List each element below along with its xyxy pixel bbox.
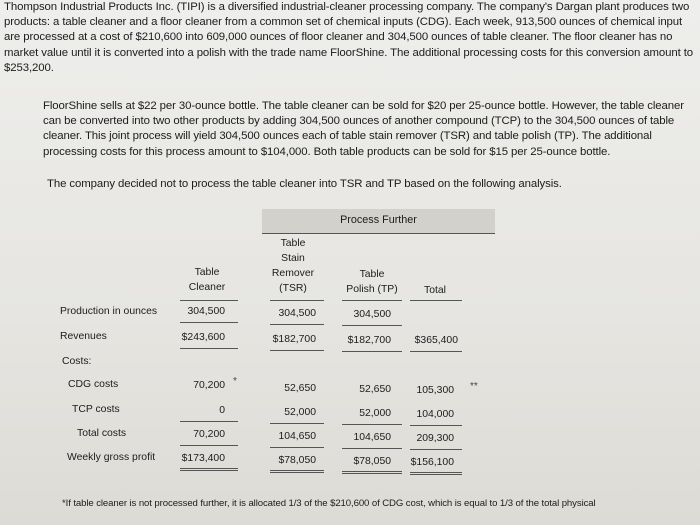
double-rule [270, 470, 324, 473]
row-rule [270, 423, 324, 424]
header-tsr-3: Remover [271, 268, 315, 279]
row-rule [342, 424, 402, 425]
row-rule [270, 350, 324, 351]
header-rule [342, 300, 402, 301]
header-tsr-1: Table [280, 238, 306, 249]
problem-paragraph-3: The company decided not to process the table cleaner into TSR and TP based on the following analysis. [47, 178, 562, 190]
header-tsr-4: (TSR) [279, 283, 307, 294]
tcp-tc: 0 [219, 405, 225, 416]
row-label-total-costs: Total costs [77, 428, 127, 439]
gross-profit-tc: $173,400 [181, 453, 225, 464]
gross-profit-tsr: $78,050 [278, 455, 316, 466]
total-costs-tsr: 104,650 [278, 431, 316, 442]
gross-profit-total: $156,100 [410, 457, 454, 468]
row-rule [342, 351, 402, 352]
tcp-total: 104,000 [416, 409, 454, 420]
header-tp-1: Table [359, 269, 385, 280]
row-rule [410, 351, 462, 352]
row-rule [410, 425, 462, 426]
row-rule [180, 322, 238, 323]
cdg-total-footnote-mark: ** [470, 381, 478, 392]
double-rule [410, 472, 462, 475]
row-label-weekly-gross-profit: Weekly gross profit [67, 452, 156, 463]
footnote: *If table cleaner is not processed further, it is allocated 1/3 of the $210,600 of CDG cost, which is equal to 1/3 of the total physical [62, 498, 596, 509]
header-tsr-2: Stain [281, 253, 305, 264]
total-costs-tc: 70,200 [193, 429, 225, 440]
production-tsr: 304,500 [278, 308, 316, 319]
row-label-revenues: Revenues [60, 331, 107, 342]
total-costs-tp: 104,650 [353, 432, 391, 443]
row-rule [180, 421, 238, 422]
production-tc: 304,500 [187, 306, 225, 317]
row-rule [410, 449, 462, 450]
tcp-tsr: 52,000 [284, 407, 316, 418]
cdg-total: 105,300 [416, 385, 454, 396]
total-costs-total: 209,300 [416, 433, 454, 444]
revenues-tc: $243,600 [181, 332, 225, 343]
gross-profit-tp: $78,050 [353, 456, 391, 467]
header-table-cleaner-1: Table [194, 267, 220, 278]
production-tp: 304,500 [353, 309, 391, 320]
header-rule [410, 300, 462, 301]
row-rule [270, 447, 324, 448]
row-rule [342, 448, 402, 449]
header-rule [270, 300, 324, 301]
row-rule [180, 445, 238, 446]
problem-paragraph-2: FloorShine sells at $22 per 30-ounce bottle. The table cleaner can be sold for $20 per 25-ounce bottle. However, the table cleaner can be converted into two other products by adding 304,500 ounces of another compound (TCP) to the 304,500 ounces of table cleaner. This joint process will yield 304,500 ounces each of table stain remover (TSR) and table polish (TP). The additional processing costs for this process amount to $104,000. Both table products can be sold for $15 per 25-ounce bottle. [43, 100, 684, 158]
cdg-tc-footnote-mark: * [233, 376, 237, 387]
header-tp-2: Polish (TP) [346, 284, 398, 295]
row-rule [180, 348, 238, 349]
row-label-tcp-costs: TCP costs [72, 404, 120, 415]
double-rule [180, 468, 238, 471]
row-label-costs: Costs: [62, 356, 92, 367]
row-label-production: Production in ounces [60, 306, 158, 317]
row-label-cdg-costs: CDG costs [68, 379, 119, 390]
header-table-cleaner-2: Cleaner [188, 282, 226, 293]
cdg-tsr: 52,650 [284, 383, 316, 394]
double-rule [342, 471, 402, 474]
revenues-total: $365,400 [414, 335, 458, 346]
header-rule [180, 300, 238, 301]
row-rule [342, 325, 402, 326]
row-rule [270, 324, 324, 325]
cdg-tp: 52,650 [359, 384, 391, 395]
process-further-label: Process Further [340, 214, 417, 226]
header-total: Total [424, 285, 446, 296]
tcp-tp: 52,000 [359, 408, 391, 419]
cdg-tc: 70,200 [193, 380, 225, 391]
revenues-tp: $182,700 [347, 335, 391, 346]
revenues-tsr: $182,700 [272, 334, 316, 345]
problem-paragraph-1: Thompson Industrial Products Inc. (TIPI) is a diversified industrial-cleaner processing company. The company's Dargan plant produces two products: a table cleaner and a floor cleaner from a common set of chemical inputs (CDG). Each week, 913,500 ounces of chemical input are processed at a cost of $210,600 into 609,000 ounces of floor cleaner and 304,500 ounces of table cleaner. The floor cleaner has no market value until it is converted into a polish with the trade name FloorShine. The additional processing costs for this conversion amount to $253,200. [4, 1, 694, 74]
